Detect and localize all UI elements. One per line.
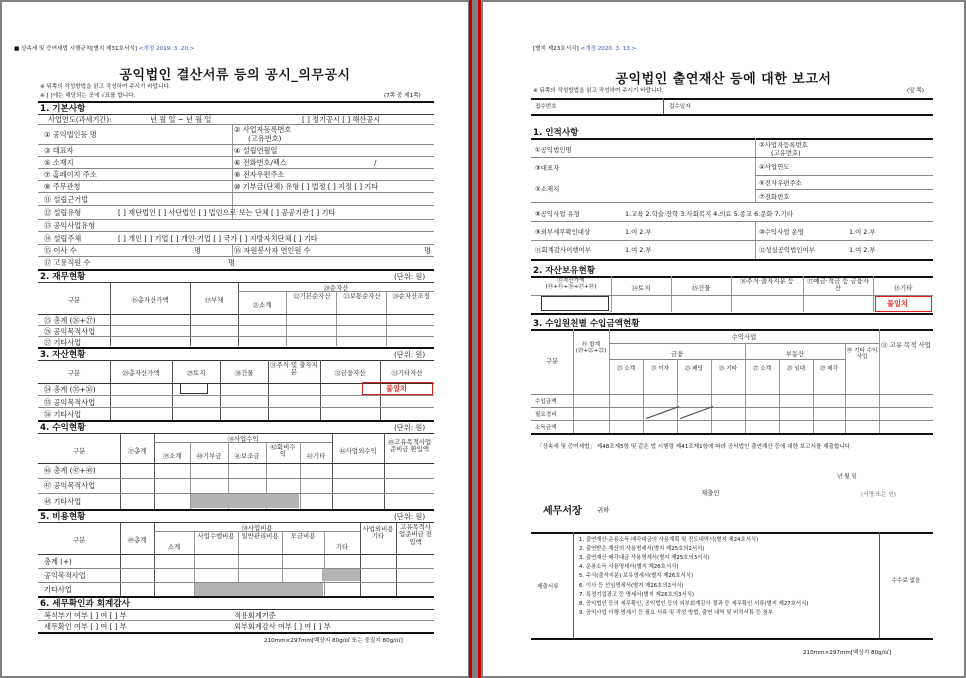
section-tax-audit-title: 6. 세무확인과 회계감사	[40, 599, 130, 609]
source-col-other-profit: ㉚ 기타 수익 사업	[846, 348, 878, 361]
right-document-page	[483, 2, 964, 676]
section-personal-title: 1. 인적사항	[533, 128, 579, 138]
field-reg-no-sub: (고유번호)	[771, 149, 801, 157]
fin-row-other: ㉗ 기타사업	[44, 338, 82, 347]
field-employee-count: ⑰ 고용직원 수	[44, 258, 91, 267]
period-value[interactable]: 년 월 일 ~ 년 월 일	[150, 115, 212, 124]
income-row-other: ㊽ 기타사업	[44, 497, 82, 506]
asset-col-land: ㉙토지	[186, 369, 206, 377]
income-col-nonbusiness: ㊹사업외수익	[339, 447, 377, 455]
director-count-unit: 명	[194, 246, 201, 255]
attachment-item: 7. 특정기업광고 등 명세서(별지 제26호의3서식)	[579, 591, 695, 598]
field-org-name: ① 공익법인등 명	[44, 130, 97, 139]
asset-total-cell-box	[180, 383, 208, 394]
income-row-public: ㊼ 공익목적사업	[44, 481, 96, 490]
field-establish-type-options[interactable]: [ ] 재단법인 [ ] 사단법인 [ ] 법인으로 보는 단체 [ ] 공공기관 [ ] 기타	[118, 208, 336, 217]
fee-label: 수수료 없음	[891, 578, 921, 584]
section-financial-unit: (단위: 원)	[394, 272, 426, 281]
expense-col-etc: 기타	[335, 543, 349, 551]
holding-col-other: ⑱기타	[893, 284, 913, 292]
right-paper-spec: 210mm×297mm[백상지 80g/㎡]	[803, 650, 892, 656]
expense-col-execution: 사업수행비용	[197, 532, 235, 540]
source-col-category: 구분	[545, 357, 559, 365]
field-external-tax-check-options[interactable]: 1.여 2.부	[625, 228, 652, 236]
source-col-finance-etc: ㉖ 기타	[718, 366, 738, 372]
holding-col-financial: ⑰예금·적금 등 금융자산	[807, 277, 869, 293]
field-location: ⑤소재지	[535, 185, 560, 193]
field-fiscal-year: ④사업연도	[759, 163, 790, 171]
source-col-own-purpose: ㉛ 고유 목적 사업	[881, 341, 931, 349]
tax-confirmation-row[interactable]: 세무확인 여부 [ ] 여 [ ] 부	[44, 622, 127, 631]
tax-office-label: 세무서장	[543, 506, 582, 517]
period-label: 사업연도(과세기간):	[48, 115, 112, 124]
field-email: ⑧ 전자우편주소	[234, 170, 285, 179]
left-instruction-1: ※ 뒤쪽의 작성방법을 읽고 작성하여 주시기 바랍니다.	[40, 84, 171, 90]
field-homepage: ⑦ 홈페이지 주소	[44, 170, 97, 179]
asset-col-building: ㉚건물	[234, 369, 254, 377]
asset-col-category: 구분	[67, 369, 81, 377]
field-audit-performed-options[interactable]: 1.여 2.부	[625, 246, 652, 254]
expense-col-admin: 일반관리비용	[241, 532, 279, 540]
field-ceo: ③대표자	[535, 164, 560, 172]
attachment-item: 4. 운용소득 사용명세서(별지 제26호서식)	[579, 564, 679, 571]
submit-date[interactable]: 년 월 일	[837, 474, 857, 480]
asset-row-total: ㉞ 총계 (㉟+㊱)	[44, 385, 96, 394]
asset-row-other: ㊱ 기타사업	[44, 410, 82, 419]
asset-col-total: ㉘총자산가액	[122, 369, 160, 377]
signature-label[interactable]: (서명 또는 인)	[861, 492, 896, 498]
section-expense-unit: (단위: 원)	[394, 512, 426, 521]
left-page-count: (7쪽 중 제1쪽)	[384, 93, 421, 99]
source-col-real-estate: 부동산	[785, 350, 805, 358]
fin-col-category: 구분	[67, 296, 81, 304]
income-col-etc: ㊸기타	[306, 452, 326, 460]
attachment-item: 5. 주식(출자지분) 보유명세서(별지 제26호서식)	[579, 573, 694, 580]
bookkeeping-row[interactable]: 복식부기 여부 [ ] 여 [ ] 부	[44, 611, 127, 620]
holding-mismatch-label: 불일치	[887, 299, 908, 308]
declaration-text: 「상속세 및 증여세법」 제48조제5항 및 같은 법 시행령 제41조제1항에 따라 공익법인 출연재산 등에 대한 보고서를 제출합니다.	[537, 444, 852, 450]
expense-col-category: 구분	[72, 536, 86, 544]
income-col-subsidy: ㊶보조금	[234, 452, 260, 460]
holding-col-land: ⑭토지	[631, 284, 651, 292]
field-donation-type[interactable]: ⑩ 기부금(단체) 유형 [ ] 법정 [ ] 지정 [ ] 기타	[234, 182, 379, 191]
section-basic-info-title: 1. 기본사항	[40, 104, 86, 114]
field-reg-no: ②사업자등록번호	[759, 141, 808, 149]
fin-row-public: ㉖ 공익목적사업	[44, 327, 96, 336]
employee-count-unit: 명	[228, 258, 235, 267]
section-income-source-title: 3. 수입원천별 수입금액현황	[533, 319, 640, 329]
source-row-expenses: 필요경비	[535, 412, 557, 418]
income-col-donation: ㊵기부금	[196, 452, 222, 460]
volunteer-count-unit: 명	[424, 246, 431, 255]
attachments-list	[579, 536, 875, 618]
period-options[interactable]: [ ] 정기공시 [ ] 해산공시	[302, 115, 381, 124]
page-divider-right	[478, 0, 481, 678]
left-page-title: 공익법인 결산서류 등의 공시_의무공시	[119, 68, 351, 83]
field-legal-basis: ⑪ 설립근거법	[44, 195, 89, 204]
income-col-subtotal: ㊴소계	[162, 452, 182, 460]
holding-col-stocks: ⑯주식·출자지분 등	[740, 277, 794, 285]
fin-col-subtotal: ㉑소계	[252, 301, 272, 309]
source-col-rent: ㉘ 임대	[786, 366, 806, 372]
tax-office-suffix: 귀하	[597, 506, 610, 514]
expense-col-reserve-transfer: 고유목적사업준비금 전입액	[399, 523, 432, 546]
fin-col-total-assets: ⑱총자산가액	[131, 296, 169, 304]
fin-col-general-net: ㉓보통순자산	[343, 292, 381, 300]
field-faithful-corp-options[interactable]: 1.여 2.부	[849, 246, 876, 254]
field-external-tax-check: ⑨외부세무확인대상	[535, 228, 591, 236]
section-income-title: 4. 수익현황	[40, 423, 86, 433]
right-header-note	[533, 44, 636, 52]
income-col-total: ㊲총계	[127, 447, 147, 455]
source-col-finance: 금융	[670, 350, 684, 358]
source-col-profit-business: 수익사업	[731, 333, 757, 341]
asset-col-financial: ㉜금융자산	[334, 369, 366, 377]
right-header-form-id: [별지 제23호서식]	[533, 46, 579, 52]
income-shaded-cells	[191, 494, 299, 508]
mismatch-label: 불일치	[386, 384, 407, 393]
source-col-sale: ㉙ 매각	[819, 366, 839, 372]
field-founder-options[interactable]: [ ] 개인 [ ] 기업 [ ] 개인·기업 [ ] 국가 [ ] 지방자치단체 [ ] 기타	[118, 234, 318, 243]
income-col-fee: ㊷회비수익	[270, 443, 296, 459]
expense-col-fundraising: 모금비용	[290, 532, 316, 540]
field-business-reg-no: ② 사업자등록번호	[234, 125, 292, 134]
asset-row-public: ㉟ 공익목적사업	[44, 398, 96, 407]
right-page-count: (앞 쪽)	[907, 88, 924, 94]
attachment-item: 2. 출연받은 재산의 사용명세서(별지 제25호의2서식)	[579, 546, 705, 553]
submitter-label: 제출인	[701, 489, 720, 497]
field-established-date: ④ 설립연월일	[234, 146, 278, 155]
field-phone-fax: ⑥ 전화번호/팩스	[234, 158, 287, 167]
source-row-income: 소득금액	[535, 425, 557, 431]
field-business-type-options[interactable]: 1.교육 2.학술·장학 3.사회복지 4.의료 5.종교 6.문화 7.기타	[625, 210, 794, 218]
expense-shaded-cells-other	[195, 583, 323, 596]
section-assets-title: 3. 자산현황	[40, 350, 86, 360]
source-col-re-subtotal: ㉗ 소계	[752, 366, 772, 372]
left-header-note	[14, 44, 194, 52]
fin-col-basic-net: ㉒기본순자산	[293, 292, 331, 300]
field-audit-performed: ⑪회계감사이행여부	[535, 246, 591, 254]
left-document-page	[2, 2, 468, 676]
expense-col-total: ㊾총계	[127, 536, 147, 544]
attachment-item: 1. 출연재산·운용소득·매각대금의 사용계획 및 진도내역서(별지 제24호서식)	[579, 537, 759, 543]
receipt-number-label: 접수번호	[535, 104, 557, 110]
source-col-sum: ⑲ 합계 (⑳+㉑+㉒)	[575, 342, 607, 355]
income-col-reserve-reversal: ㊺고유목적사업준비금 환입액	[387, 438, 432, 454]
attachment-item: 9. 공익사업 이행 명세서 등 필요 서류 및 작성 방법, 출연 내역 및 비치서류 등 첨부	[579, 609, 773, 616]
field-telephone: ⑦전화번호	[759, 193, 790, 201]
section-financial-title: 2. 재무현황	[40, 272, 86, 282]
field-director-count: ⑮ 이사 수	[44, 246, 77, 255]
income-row-total: ㊻ 총계 (㊼+㊽)	[44, 466, 96, 475]
fin-col-net-assets: ⑳순자산	[323, 284, 349, 292]
receipt-date-label: 접수일자	[669, 104, 691, 110]
field-profit-business-options[interactable]: 1.여 2.부	[849, 228, 876, 236]
left-instruction-2: ※ [ ]에는 해당되는 곳에 √표를 합니다.	[40, 93, 136, 99]
right-instruction: ※ 뒤쪽의 작성방법을 읽고 작성하여 주시기 바랍니다.	[533, 88, 664, 94]
expense-row-total: 총계 (+)	[44, 557, 72, 566]
field-supervisor: ⑨ 주무관청	[44, 182, 81, 191]
expense-col-business: ㊿사업비용	[241, 524, 273, 532]
expense-row-other: 기타사업	[44, 585, 72, 594]
right-header-revision: <개정 2020. 3. 13.>	[580, 46, 637, 52]
field-corp-name: ①공익법인명	[535, 146, 572, 154]
right-page-title: 공익법인 출연재산 등에 대한 보고서	[615, 72, 832, 87]
field-representative: ③ 대표자	[44, 146, 74, 155]
field-founder: ⑭ 설립주체	[44, 234, 82, 243]
section-expense-title: 5. 비용현황	[40, 512, 86, 522]
field-volunteer-count: ⑯ 자원봉사자 연인원 수	[234, 246, 311, 255]
source-col-dividend: ㉕ 배당	[684, 366, 704, 372]
expense-shaded-cell-public	[322, 569, 360, 581]
section-assets-unit: (단위: 원)	[394, 350, 426, 359]
income-col-category: 구분	[72, 447, 86, 455]
attachment-item: 8. 공익법인 등의 세무확인, 공익법인 등의 외부회계감사 결과 등 세무확인 서류(별지 제27호서식)	[579, 600, 809, 607]
attachment-item: 6. 이사 등 선임명세서(별지 제26호의2서식)	[579, 582, 684, 589]
field-establish-type: ⑫ 설립유형	[44, 208, 82, 217]
left-paper-spec: 210mm×297mm[백상지 80g/㎡ 또는 중질지 80g/㎡]	[264, 638, 403, 644]
field-address: ⑤ 소재지	[44, 158, 74, 167]
field-business-reg-no-sub: (고유번호)	[248, 134, 282, 143]
holding-col-building: ⑮건물	[691, 284, 711, 292]
expense-col-nonbusiness: 사업외비용 기타	[362, 525, 394, 541]
field-faithful-corp: ⑫성실공익법인여부	[759, 246, 815, 254]
page-divider-left	[469, 0, 472, 678]
left-header-revision: <개정 2019. 3. 20.>	[138, 46, 195, 52]
field-email-address: ⑥전자우편주소	[759, 179, 802, 187]
field-business-type: ⑧공익사업 유형	[535, 210, 580, 218]
source-col-finance-subtotal: ㉓ 소계	[616, 366, 636, 372]
fin-col-net-adjust: ㉔순자산조정	[392, 292, 430, 300]
holding-col-value: ⑬자산가액 (⑭+⑮+⑯+⑰+⑱)	[545, 278, 597, 291]
attachment-item: 3. 출연재산 매각대금 사용명세서(별지 제25호의3서식)	[579, 555, 710, 562]
expense-col-subtotal: 소계	[167, 543, 181, 551]
field-profit-business: ⑩수익사업 운영	[759, 228, 804, 236]
section-income-unit: (단위: 원)	[394, 423, 426, 432]
expense-row-public: 공익목적사업	[44, 571, 86, 580]
section-asset-holdings-title: 2. 자산보유현황	[533, 266, 596, 276]
field-phone-fax-value[interactable]: /	[374, 158, 377, 167]
attachments-label: 제출서류	[537, 584, 559, 590]
fin-row-total: ㉕ 총계 (㉖+㉗)	[44, 316, 96, 325]
left-header-form-id: ■ 상속세 및 증여세법 시행규칙[별지 제31호서식]	[14, 46, 137, 52]
field-public-business-type: ⑬ 공익사업유형	[44, 221, 96, 230]
accounting-standard-label: 적용회계기준	[234, 611, 276, 620]
external-audit-row[interactable]: 외부회계감사 여부 [ ] 여 [ ] 부	[234, 622, 331, 631]
holding-value-cell-box	[541, 296, 609, 311]
source-row-revenue: 수입금액	[535, 399, 557, 405]
asset-col-stocks: ㉛주식 및 출자지분	[270, 361, 318, 377]
source-col-interest: ㉔ 이자	[650, 366, 670, 372]
income-col-business: ㊳사업수익	[227, 435, 259, 443]
fin-col-liabilities: ⑲부채	[204, 296, 224, 304]
asset-col-other: ㉝기타자산	[391, 369, 423, 377]
